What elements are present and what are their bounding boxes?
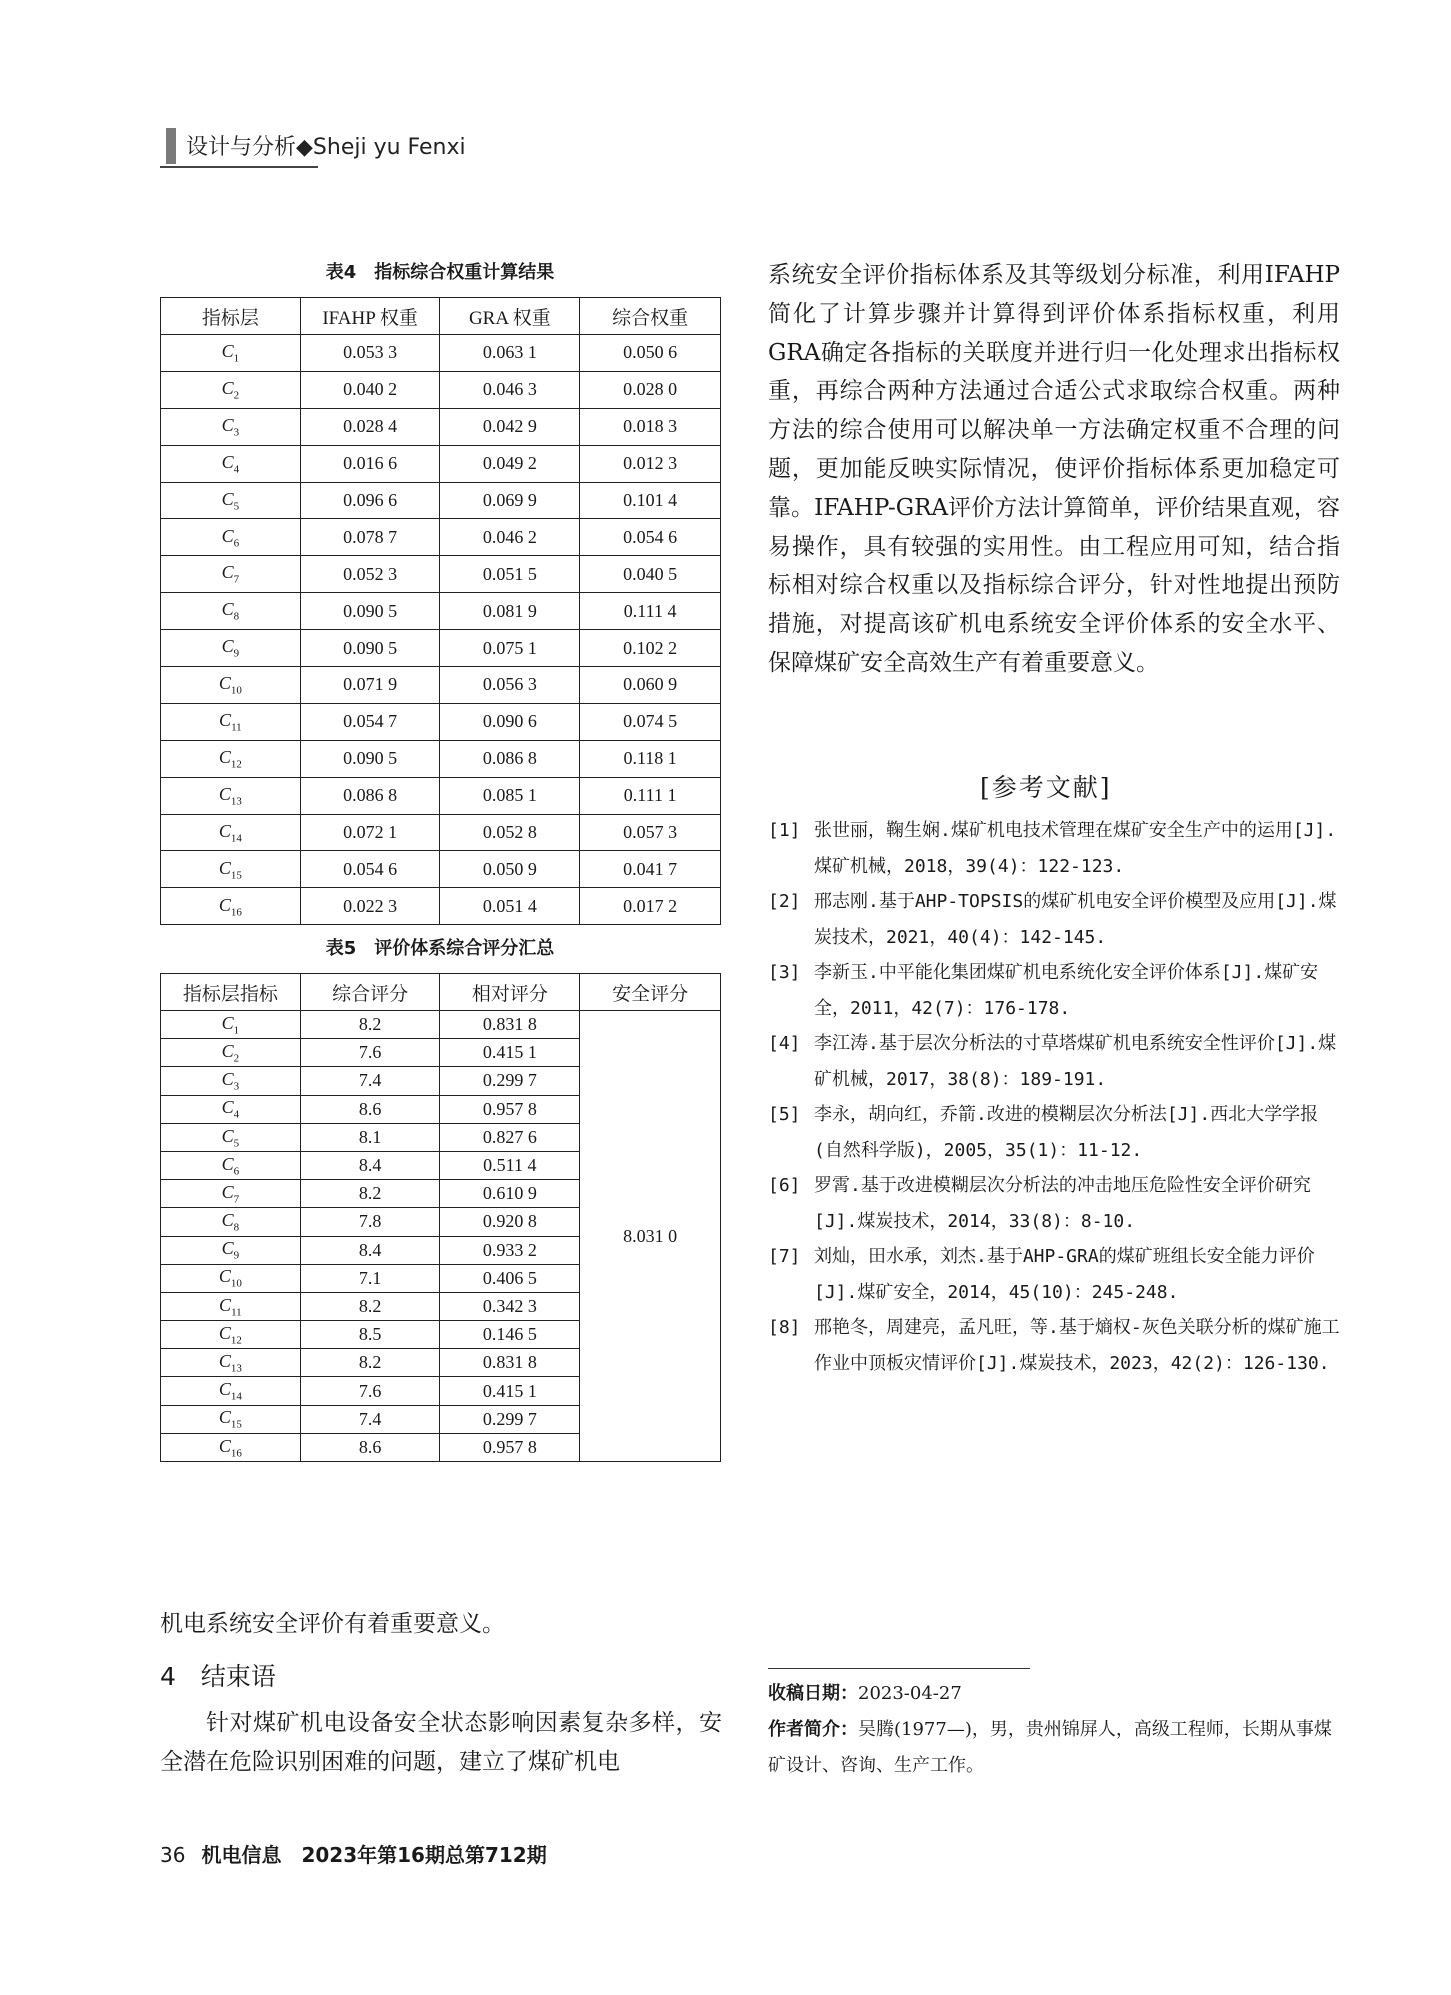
indicator-index: 11 (231, 1306, 242, 1319)
author-text: 吴腾(1977—)，男，贵州锦屏人，高级工程师，长期从事煤矿设计、咨询、生产工作。 (768, 1719, 1332, 1776)
composite-weight-cell: 0.101 4 (580, 482, 721, 519)
indicator-index: 5 (233, 500, 240, 513)
table4-row (161, 482, 721, 519)
indicator-cell (161, 408, 301, 445)
indicator-cell (161, 1039, 301, 1067)
indicator-label: $C_{10}$ (218, 673, 242, 697)
page-number: 36 (160, 1843, 186, 1867)
indicator-index: 2 (233, 1052, 240, 1065)
score-cell: 8.4 (300, 1151, 440, 1179)
score-cell: 7.8 (300, 1208, 440, 1236)
indicator-cell (161, 1067, 301, 1095)
indicator-index: 8 (233, 1221, 240, 1234)
table5 (160, 973, 721, 1462)
gra-weight-cell: 0.090 6 (440, 703, 580, 740)
relative-score-cell: 0.957 8 (440, 1095, 580, 1123)
indicator-index: 11 (231, 721, 242, 734)
indicator-cell (161, 851, 301, 888)
section-heading: 4 结束语 (160, 1662, 276, 1691)
indicator-index: 7 (233, 574, 240, 587)
reference-item (768, 1097, 1340, 1169)
reference-number: [6] (768, 1175, 801, 1196)
ifahp-weight-cell: 0.071 9 (300, 667, 440, 704)
indicator-label: $C_{16}$ (218, 894, 242, 919)
gra-weight-cell: 0.069 9 (440, 482, 580, 519)
composite-weight-cell: 0.018 3 (580, 408, 721, 445)
indicator-index: 10 (230, 1278, 242, 1291)
indicator-cell (161, 888, 301, 925)
indicator-cell (161, 371, 301, 408)
table4-row (161, 593, 721, 630)
running-header: 设计与分析◆Sheji yu Fenxi (186, 135, 466, 160)
reference-number: [5] (768, 1104, 801, 1125)
ifahp-weight-cell: 0.022 3 (300, 888, 440, 925)
relative-score-cell: 0.415 1 (440, 1377, 580, 1405)
indicator-cell (161, 1405, 301, 1433)
indicator-label: $C_{11}$ (219, 1294, 242, 1319)
gra-weight-cell: 0.049 2 (440, 445, 580, 482)
reference-number: [3] (768, 962, 801, 983)
ifahp-weight-cell: 0.086 8 (300, 777, 440, 814)
header-rule (160, 166, 318, 168)
gra-weight-cell: 0.086 8 (440, 740, 580, 777)
indicator-label: $C_{15}$ (218, 857, 242, 882)
composite-weight-cell: 0.012 3 (580, 445, 721, 482)
indicator-label: $C_8$ (221, 1210, 240, 1234)
page-footer (160, 1839, 547, 1868)
indicator-label: $C_7$ (221, 562, 240, 587)
indicator-label: $C_5$ (221, 1125, 240, 1150)
table5-row (161, 1011, 721, 1039)
indicator-label: $C_8$ (221, 599, 240, 623)
composite-weight-cell: 0.057 3 (580, 814, 721, 851)
author-note (768, 1712, 1338, 1784)
composite-weight-cell: 0.028 0 (580, 371, 721, 408)
ifahp-weight-cell: 0.028 4 (300, 408, 440, 445)
indicator-index: 13 (230, 795, 242, 808)
table5-title: 表5 评价体系综合评分汇总 (325, 938, 555, 959)
reference-text: 刘灿，田水承，刘杰.基于AHP-GRA的煤矿班组长安全能力评价[J].煤矿安全，2014，45(10)：245-248. (814, 1246, 1315, 1303)
indicator-index: 5 (233, 1137, 240, 1150)
table4-row (161, 445, 721, 482)
indicator-label: $C_{12}$ (218, 1322, 242, 1347)
safety-score-cell: 8.031 0 (580, 1011, 721, 1462)
table4-header-cell: GRA 权重 (440, 298, 580, 335)
table4-row (161, 630, 721, 667)
indicator-index: 3 (233, 426, 240, 439)
indicator-cell (161, 482, 301, 519)
indicator-cell (161, 1236, 301, 1264)
gra-weight-cell: 0.075 1 (440, 630, 580, 667)
gra-weight-cell: 0.051 4 (440, 888, 580, 925)
indicator-label: $C_4$ (221, 1097, 240, 1121)
gra-weight-cell: 0.056 3 (440, 667, 580, 704)
relative-score-cell: 0.933 2 (440, 1236, 580, 1264)
indicator-index: 16 (230, 906, 242, 919)
table4-header-cell: IFAHP 权重 (300, 298, 440, 335)
author-label: 作者简介： (768, 1719, 858, 1740)
received-date-note (768, 1676, 1338, 1712)
conclusion-paragraph-start: 针对煤矿机电设备安全状态影响因素复杂多样，安全潜在危险识别困难的问题，建立了煤矿机电 (160, 1710, 722, 1775)
indicator-label: $C_3$ (221, 414, 240, 439)
indicator-label: $C_3$ (221, 1069, 240, 1093)
indicator-label: $C_{10}$ (218, 1266, 242, 1291)
indicator-label: $C_{15}$ (218, 1407, 242, 1432)
ifahp-weight-cell: 0.090 5 (300, 593, 440, 630)
composite-weight-cell: 0.060 9 (580, 667, 721, 704)
gra-weight-cell: 0.046 2 (440, 519, 580, 556)
relative-score-cell: 0.299 7 (440, 1067, 580, 1095)
table5-header-cell: 安全评分 (580, 974, 721, 1011)
indicator-cell (161, 1151, 301, 1179)
indicator-label: $C_{13}$ (218, 783, 242, 808)
indicator-index: 15 (230, 869, 242, 882)
reference-item (768, 1239, 1340, 1311)
indicator-index: 9 (233, 647, 240, 660)
table5-header-cell: 综合评分 (300, 974, 440, 1011)
score-cell: 7.6 (300, 1039, 440, 1067)
table4-row (161, 519, 721, 556)
indicator-label: $C_{12}$ (218, 746, 242, 771)
table4-row (161, 371, 721, 408)
composite-weight-cell: 0.017 2 (580, 888, 721, 925)
indicator-index: 6 (233, 537, 240, 550)
relative-score-cell: 0.610 9 (440, 1180, 580, 1208)
reference-number: [4] (768, 1033, 801, 1054)
indicator-label: $C_2$ (221, 378, 240, 402)
indicator-label: $C_4$ (221, 451, 240, 476)
indicator-index: 12 (230, 1334, 242, 1347)
table4-header-cell: 综合权重 (580, 298, 721, 335)
indicator-index: 2 (233, 389, 240, 402)
indicator-cell (161, 335, 301, 372)
ifahp-weight-cell: 0.090 5 (300, 630, 440, 667)
ifahp-weight-cell: 0.078 7 (300, 519, 440, 556)
table4-row (161, 888, 721, 925)
relative-score-cell: 0.831 8 (440, 1011, 580, 1039)
table5-header-cell: 指标层指标 (161, 974, 301, 1011)
indicator-cell (161, 1349, 301, 1377)
relative-score-cell: 0.415 1 (440, 1039, 580, 1067)
score-cell: 8.6 (300, 1095, 440, 1123)
left-paragraph-end: 机电系统安全评价有着重要意义。 (160, 1611, 505, 1637)
indicator-cell (161, 593, 301, 630)
ifahp-weight-cell: 0.016 6 (300, 445, 440, 482)
indicator-label: $C_{16}$ (218, 1435, 242, 1460)
ifahp-weight-cell: 0.053 3 (300, 335, 440, 372)
indicator-label: $C_{13}$ (218, 1351, 242, 1375)
relative-score-cell: 0.299 7 (440, 1405, 580, 1433)
relative-score-cell: 0.511 4 (440, 1151, 580, 1179)
indicator-index: 8 (233, 610, 240, 623)
score-cell: 8.2 (300, 1292, 440, 1320)
indicator-cell (161, 1264, 301, 1292)
indicator-index: 6 (233, 1165, 240, 1178)
reference-text: 李永，胡向红，乔箭.改进的模糊层次分析法[J].西北大学学报(自然科学版)，2005，35(1)：11-12. (814, 1104, 1319, 1161)
reference-text: 邢艳冬，周建亮，孟凡旺，等.基于熵权-灰色关联分析的煤矿施工作业中顶板灾情评价[J].煤炭技术，2023，42(2)：126-130. (814, 1317, 1340, 1374)
composite-weight-cell: 0.041 7 (580, 851, 721, 888)
gra-weight-cell: 0.063 1 (440, 335, 580, 372)
indicator-cell (161, 1377, 301, 1405)
relative-score-cell: 0.831 8 (440, 1349, 580, 1377)
score-cell: 8.6 (300, 1433, 440, 1461)
relative-score-cell: 0.827 6 (440, 1123, 580, 1151)
reference-item (768, 884, 1340, 956)
table4-row (161, 777, 721, 814)
table4-row (161, 408, 721, 445)
indicator-index: 15 (230, 1419, 242, 1432)
reference-number: [8] (768, 1317, 801, 1338)
indicator-index: 12 (230, 758, 242, 771)
table4-row (161, 703, 721, 740)
header-accent-bar (166, 128, 176, 164)
indicator-index: 4 (233, 1108, 240, 1121)
indicator-cell (161, 519, 301, 556)
indicator-cell (161, 630, 301, 667)
indicator-cell (161, 1208, 301, 1236)
indicator-index: 14 (230, 832, 242, 845)
indicator-cell (161, 1095, 301, 1123)
indicator-index: 3 (233, 1080, 240, 1093)
indicator-cell (161, 703, 301, 740)
indicator-cell (161, 1433, 301, 1461)
reference-text: 张世丽，鞠生娴.煤矿机电技术管理在煤矿安全生产中的运用[J].煤矿机械，2018，39(4)：122-123. (814, 820, 1337, 877)
score-cell: 7.1 (300, 1264, 440, 1292)
references-title: [参考文献] (980, 773, 1112, 802)
indicator-label: $C_{14}$ (218, 1379, 242, 1403)
indicator-label: $C_1$ (221, 1012, 240, 1037)
table4-row (161, 740, 721, 777)
table4-row (161, 556, 721, 593)
indicator-label: $C_9$ (221, 636, 240, 660)
composite-weight-cell: 0.040 5 (580, 556, 721, 593)
indicator-cell (161, 814, 301, 851)
table4-row (161, 667, 721, 704)
reference-item (768, 1310, 1340, 1382)
gra-weight-cell: 0.052 8 (440, 814, 580, 851)
ifahp-weight-cell: 0.052 3 (300, 556, 440, 593)
score-cell: 8.5 (300, 1321, 440, 1349)
indicator-cell (161, 667, 301, 704)
indicator-index: 1 (233, 352, 240, 365)
table4-title: 表4 指标综合权重计算结果 (325, 262, 555, 283)
indicator-cell (161, 1292, 301, 1320)
reference-number: [1] (768, 820, 801, 841)
reference-item (768, 955, 1340, 1027)
reference-item (768, 813, 1340, 885)
ifahp-weight-cell: 0.072 1 (300, 814, 440, 851)
received-label: 收稿日期： (768, 1683, 858, 1704)
indicator-label: $C_2$ (221, 1040, 240, 1065)
reference-text: 李新玉.中平能化集团煤矿机电系统化安全评价体系[J].煤矿安全，2011，42(7)：176-178. (814, 962, 1319, 1019)
indicator-index: 13 (230, 1362, 242, 1375)
table4 (160, 297, 721, 925)
reference-item (768, 1026, 1340, 1098)
gra-weight-cell: 0.051 5 (440, 556, 580, 593)
reference-number: [2] (768, 891, 801, 912)
indicator-cell (161, 777, 301, 814)
indicator-index: 16 (230, 1447, 242, 1460)
received-date: 2023-04-27 (858, 1683, 962, 1704)
indicator-label: $C_5$ (221, 488, 240, 513)
score-cell: 8.2 (300, 1011, 440, 1039)
composite-weight-cell: 0.111 4 (580, 593, 721, 630)
reference-text: 罗霄.基于改进模糊层次分析法的冲击地压危险性安全评价研究[J].煤炭技术，2014，33(8)：8-10. (814, 1175, 1311, 1232)
reference-item (768, 1168, 1340, 1240)
ifahp-weight-cell: 0.090 5 (300, 740, 440, 777)
ifahp-weight-cell: 0.096 6 (300, 482, 440, 519)
relative-score-cell: 0.406 5 (440, 1264, 580, 1292)
relative-score-cell: 0.146 5 (440, 1321, 580, 1349)
composite-weight-cell: 0.111 1 (580, 777, 721, 814)
ifahp-weight-cell: 0.040 2 (300, 371, 440, 408)
gra-weight-cell: 0.042 9 (440, 408, 580, 445)
gra-weight-cell: 0.081 9 (440, 593, 580, 630)
gra-weight-cell: 0.085 1 (440, 777, 580, 814)
indicator-index: 9 (233, 1249, 240, 1262)
indicator-cell (161, 1011, 301, 1039)
gra-weight-cell: 0.050 9 (440, 851, 580, 888)
indicator-label: $C_{14}$ (218, 820, 242, 845)
table4-row (161, 335, 721, 372)
journal-info: 机电信息 2023年第16期总第712期 (201, 1843, 547, 1867)
table4-header-cell: 指标层 (161, 298, 301, 335)
indicator-cell (161, 1180, 301, 1208)
footnote-rule (768, 1668, 1030, 1669)
reference-number: [7] (768, 1246, 801, 1267)
indicator-cell (161, 1123, 301, 1151)
indicator-cell (161, 1321, 301, 1349)
indicator-label: $C_9$ (221, 1238, 240, 1262)
composite-weight-cell: 0.102 2 (580, 630, 721, 667)
indicator-index: 10 (230, 684, 242, 697)
indicator-label: $C_7$ (221, 1181, 240, 1206)
gra-weight-cell: 0.046 3 (440, 371, 580, 408)
composite-weight-cell: 0.050 6 (580, 335, 721, 372)
score-cell: 8.2 (300, 1180, 440, 1208)
indicator-cell (161, 445, 301, 482)
relative-score-cell: 0.957 8 (440, 1433, 580, 1461)
conclusion-paragraph-cont: 系统安全评价指标体系及其等级划分标准，利用IFAHP简化了计算步骤并计算得到评价体系指标权重，利用GRA确定各指标的关联度并进行归一化处理求出指标权重，再综合两种方法通过合适公式求取综合权重。两种方法的综合使用可以解决单一方法确定权重不合理的问题，更加能反映实际情况，使评价指标体系更加稳定可靠。IFAHP-GRA评价方法计算简单，评价结果直观，容易操作，具有较强的实用性。由工程应用可知，结合指标相对综合权重以及指标综合评分，针对性地提出预防措施，对提高该矿机电系统安全评价体系的安全水平、保障煤矿安全高效生产有着重要意义。 (768, 262, 1340, 676)
indicator-label: $C_1$ (221, 341, 240, 365)
indicator-label: $C_{11}$ (219, 710, 242, 734)
table5-header-cell: 相对评分 (440, 974, 580, 1011)
reference-text: 邢志刚.基于AHP-TOPSIS的煤矿机电安全评价模型及应用[J].煤炭技术，2021，40(4)：142-145. (814, 891, 1337, 948)
score-cell: 7.4 (300, 1405, 440, 1433)
ifahp-weight-cell: 0.054 7 (300, 703, 440, 740)
score-cell: 8.1 (300, 1123, 440, 1151)
indicator-index: 14 (230, 1390, 242, 1403)
score-cell: 8.2 (300, 1349, 440, 1377)
ifahp-weight-cell: 0.054 6 (300, 851, 440, 888)
score-cell: 7.6 (300, 1377, 440, 1405)
score-cell: 8.4 (300, 1236, 440, 1264)
indicator-cell (161, 740, 301, 777)
table4-row (161, 814, 721, 851)
reference-text: 李江涛.基于层次分析法的寸草塔煤矿机电系统安全性评价[J].煤矿机械，2017，38(8)：189-191. (814, 1033, 1337, 1090)
indicator-index: 7 (233, 1193, 240, 1206)
composite-weight-cell: 0.118 1 (580, 740, 721, 777)
score-cell: 7.4 (300, 1067, 440, 1095)
indicator-label: $C_6$ (221, 1153, 240, 1178)
indicator-index: 1 (233, 1024, 240, 1037)
relative-score-cell: 0.920 8 (440, 1208, 580, 1236)
indicator-label: $C_6$ (221, 525, 240, 550)
indicator-cell (161, 556, 301, 593)
composite-weight-cell: 0.054 6 (580, 519, 721, 556)
table4-row (161, 851, 721, 888)
indicator-index: 4 (233, 463, 240, 476)
composite-weight-cell: 0.074 5 (580, 703, 721, 740)
relative-score-cell: 0.342 3 (440, 1292, 580, 1320)
